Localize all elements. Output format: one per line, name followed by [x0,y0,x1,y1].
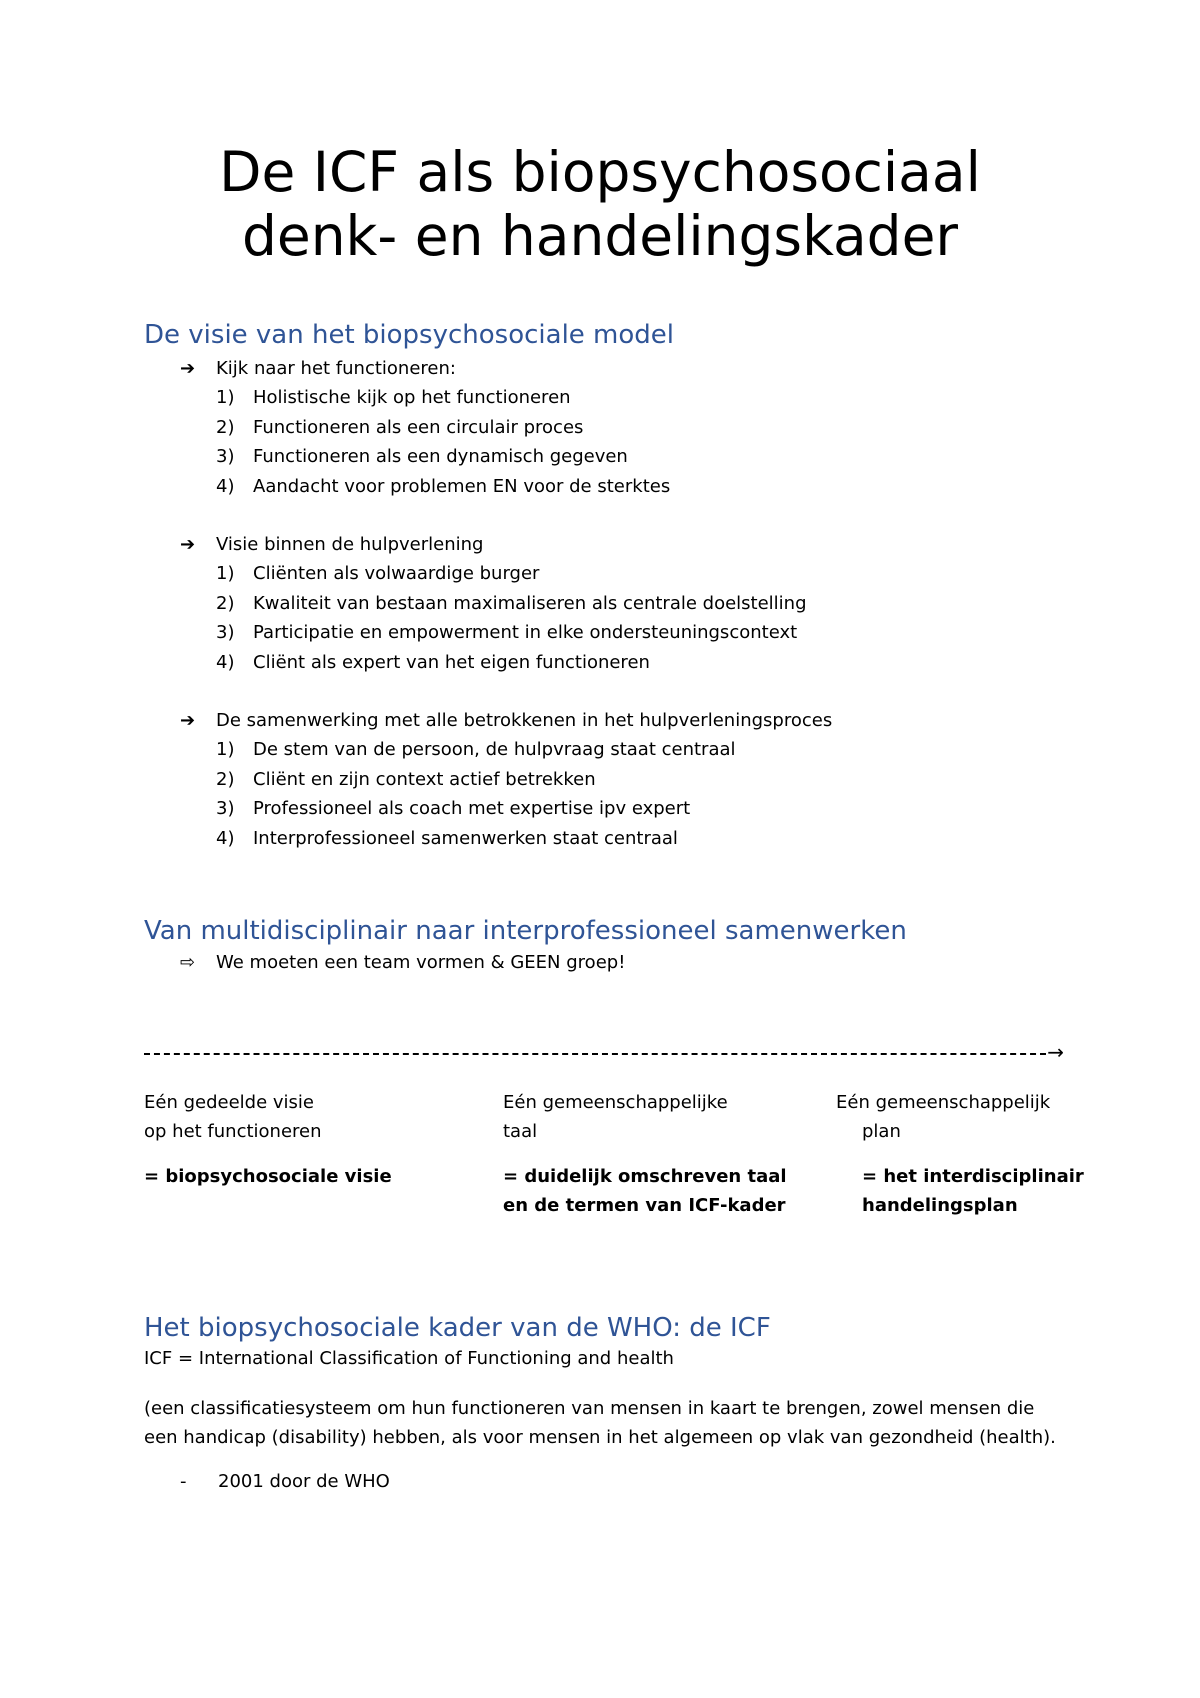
arrow-right-icon: ➔ [180,358,196,379]
dash-bullet: - [180,1471,187,1492]
icf-definition: ICF = International Classification of Functioning and health [144,1348,674,1369]
arrow-point-label: Kijk naar het functioneren: [216,358,456,379]
arrow-point-2 [180,533,483,557]
team-note: We moeten een team vormen & GEEN groep! [216,952,626,973]
column-result: = het interdisciplinair [862,1166,1084,1187]
list-number: 4) [216,827,235,849]
column-result: = duidelijk omschreven taal [503,1166,787,1187]
list-text: Kwaliteit van bestaan maximaliseren als centrale doelstelling [253,592,807,614]
numbered-list-1 [216,386,670,504]
list-item [216,768,736,798]
arrowhead-icon: → [1047,1040,1064,1064]
column-taal [503,1088,787,1220]
numbered-list-3 [216,738,736,856]
column-result: handelingsplan [862,1195,1018,1216]
list-number: 2) [216,416,235,438]
column-label: Eén gemeenschappelijke [503,1092,728,1113]
list-number: 4) [216,651,235,673]
column-label: Eén gemeenschappelijk [836,1092,1051,1113]
list-item [216,738,736,768]
list-number: 2) [216,768,235,790]
list-item [216,592,807,622]
list-number: 4) [216,475,235,497]
list-item [216,797,736,827]
outline-arrow-right-icon: ⇨ [180,952,196,973]
title-line-2: denk- en handelingskader [241,204,959,268]
arrow-point-label: De samenwerking met alle betrokkenen in het hulpverleningsproces [216,710,833,731]
arrow-point-label: Visie binnen de hulpverlening [216,534,484,555]
column-result: = biopsychosociale visie [144,1166,392,1187]
icf-paragraph [144,1394,1056,1452]
bullet-item [180,1470,390,1494]
column-label: op het functioneren [144,1121,322,1142]
section-heading-visie: De visie van het biopsychosociale model [144,320,675,350]
list-text: Interprofessioneel samenwerken staat centraal [253,827,678,849]
arrow-point-1 [180,357,456,381]
paragraph-line: een handicap (disability) hebben, als voor mensen in het algemeen op vlak van gezondheid (health). [144,1427,1056,1448]
list-number: 2) [216,592,235,614]
column-label: taal [503,1121,538,1142]
list-item [216,445,670,475]
list-item [216,621,807,651]
title-line-1: De ICF als biopsychosociaal [219,140,981,204]
list-item [216,416,670,446]
column-label: Eén gedeelde visie [144,1092,314,1113]
document-title [0,140,1200,268]
list-text: Participatie en empowerment in elke ondersteuningscontext [253,622,798,643]
list-item [216,827,736,857]
list-number: 3) [216,446,235,467]
list-text: De stem van de persoon, de hulpvraag staat centraal [253,739,736,760]
list-text: Cliënt en zijn context actief betrekken [253,768,596,790]
numbered-list-2 [216,562,807,680]
list-text: Aandacht voor problemen EN voor de sterktes [253,475,671,497]
list-text: Functioneren als een dynamisch gegeven [253,446,628,467]
section-heading-samenwerken: Van multidisciplinair naar interprofessioneel samenwerken [144,916,907,946]
section-heading-icf: Het biopsychosociale kader van de WHO: de ICF [144,1313,771,1343]
arrow-point-3 [180,709,832,733]
list-item [216,562,807,592]
arrow-point-team [180,951,625,975]
list-number: 3) [216,798,235,819]
dashed-arrow-divider [144,1042,1064,1066]
dashed-line [144,1053,1046,1055]
list-item [216,475,670,505]
list-number: 1) [216,563,235,584]
column-result: en de termen van ICF-kader [503,1195,786,1216]
list-number: 1) [216,387,235,408]
list-number: 3) [216,622,235,643]
list-text: Functioneren als een circulair proces [253,416,584,438]
column-label: plan [862,1121,901,1142]
list-text: Cliënt als expert van het eigen functioneren [253,651,650,673]
paragraph-line: (een classificatiesysteem om hun functioneren van mensen in kaart te brengen, zowel mensen die [144,1398,1035,1419]
column-visie [144,1088,392,1191]
column-plan [836,1088,1084,1220]
arrow-right-icon: ➔ [180,710,196,731]
bullet-text: 2001 door de WHO [218,1471,390,1492]
list-text: Cliënten als volwaardige burger [253,563,540,584]
list-number: 1) [216,739,235,760]
list-text: Professioneel als coach met expertise ipv expert [253,798,691,819]
list-item [216,651,807,681]
arrow-right-icon: ➔ [180,534,196,555]
list-item [216,386,670,416]
list-text: Holistische kijk op het functioneren [253,387,571,408]
